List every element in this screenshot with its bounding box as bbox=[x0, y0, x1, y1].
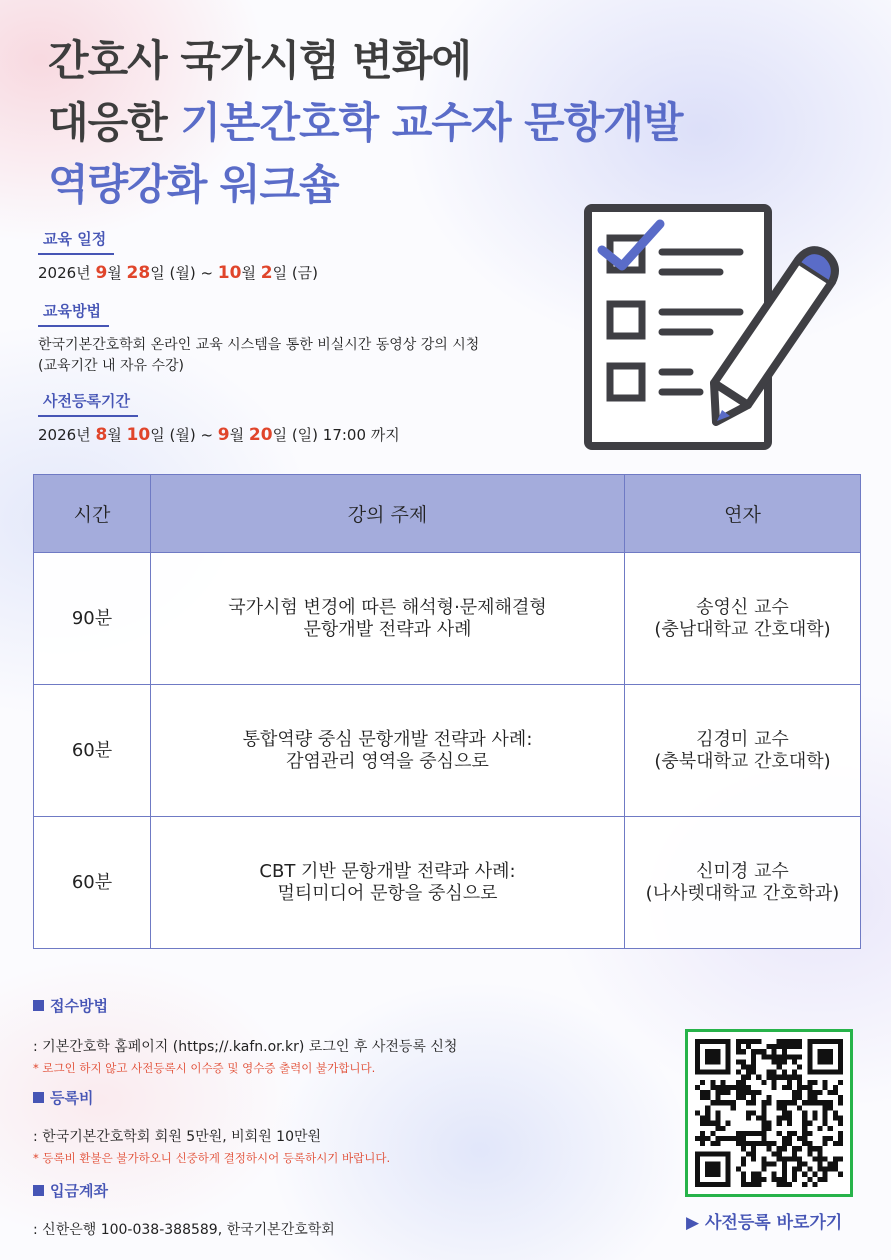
topic-line-1: 국가시험 변경에 따른 해석형·문제해결형 bbox=[228, 596, 547, 618]
schedule-text-4: 일 (금) bbox=[272, 264, 319, 282]
topic-line-1: 통합역량 중심 문항개발 전략과 사례: bbox=[242, 728, 533, 750]
table-header-row bbox=[34, 475, 861, 553]
table-row bbox=[34, 553, 861, 685]
qr-code[interactable] bbox=[685, 1029, 853, 1197]
row-speaker bbox=[625, 553, 861, 685]
schedule-end-day: 2 bbox=[260, 263, 273, 283]
title-line-2-plain: 대응한 bbox=[48, 98, 181, 147]
table-row bbox=[34, 685, 861, 817]
schedule-dates bbox=[38, 263, 318, 284]
schedule-table bbox=[33, 474, 861, 949]
prereg-dates bbox=[38, 425, 400, 446]
schedule-start-day: 28 bbox=[126, 263, 151, 283]
schedule-text-2: 일 (월) ~ bbox=[150, 264, 218, 282]
apply-text: : 기본간호학 홈페이지 (https;//.kafn.or.kr) 로그인 후 사전등록 신청 bbox=[33, 1039, 458, 1055]
account-section bbox=[33, 1180, 335, 1239]
prereg-label: 사전등록기간 bbox=[38, 390, 138, 417]
speaker-affiliation: (충북대학교 간호대학) bbox=[654, 750, 831, 772]
prereg-section bbox=[38, 390, 400, 446]
title-line-2-blue: 기본간호학 교수자 문항개발 bbox=[180, 98, 683, 147]
method-text bbox=[38, 335, 479, 377]
prereg-text-1: 월 bbox=[107, 426, 127, 444]
fee-text: : 한국기본간호학회 회원 5만원, 비회원 10만원 bbox=[33, 1129, 322, 1145]
row-topic bbox=[151, 817, 625, 949]
prereg-end-month: 9 bbox=[217, 425, 230, 445]
speaker-name: 송영신 교수 bbox=[696, 596, 789, 618]
title-line-2 bbox=[48, 92, 682, 154]
topic-line-2: 문항개발 전략과 사례 bbox=[303, 618, 472, 640]
apply-note: * 로그인 하지 않고 사전등록시 이수증 및 영수증 출력이 불가합니다. bbox=[33, 1061, 376, 1075]
prereg-text-4: 일 (일) 17:00 까지 bbox=[272, 426, 400, 444]
fee-note: * 등록비 환불은 불가하오니 신중하게 결정하시어 등록하시기 바랍니다. bbox=[33, 1151, 391, 1165]
row-speaker bbox=[625, 685, 861, 817]
fee-heading bbox=[33, 1087, 390, 1108]
method-line-2: (교육기간 내 자유 수강) bbox=[38, 358, 184, 374]
page-title bbox=[48, 30, 682, 216]
prereg-text-2: 일 (월) ~ bbox=[150, 426, 218, 444]
speaker-name: 김경미 교수 bbox=[696, 728, 789, 750]
prereg-end-day: 20 bbox=[248, 425, 273, 445]
qr-code-icon bbox=[695, 1039, 843, 1187]
prereg-start-month: 8 bbox=[95, 425, 108, 445]
title-line-3: 역량강화 워크숍 bbox=[48, 160, 339, 209]
method-label: 교육방법 bbox=[38, 300, 109, 327]
fee-section bbox=[33, 1087, 390, 1166]
schedule-text-1: 월 bbox=[107, 264, 127, 282]
header-time: 시간 bbox=[34, 475, 151, 553]
square-bullet-icon bbox=[33, 1092, 44, 1103]
schedule-year: 2026년 bbox=[38, 264, 96, 282]
schedule-label: 교육 일정 bbox=[38, 228, 114, 255]
row-topic bbox=[151, 553, 625, 685]
row-time: 90분 bbox=[34, 553, 151, 685]
account-heading bbox=[33, 1180, 335, 1201]
row-topic bbox=[151, 685, 625, 817]
speaker-affiliation: (나사렛대학교 간호학과) bbox=[645, 882, 840, 904]
topic-line-2: 감염관리 영역을 중심으로 bbox=[286, 750, 489, 772]
prereg-text-3: 월 bbox=[229, 426, 249, 444]
row-time: 60분 bbox=[34, 817, 151, 949]
square-bullet-icon bbox=[33, 1185, 44, 1196]
schedule-end-month: 10 bbox=[217, 263, 242, 283]
account-heading-text: 입금계좌 bbox=[50, 1182, 108, 1200]
method-section bbox=[38, 300, 479, 377]
schedule-text-3: 월 bbox=[241, 264, 261, 282]
apply-section bbox=[33, 995, 457, 1076]
speaker-affiliation: (충남대학교 간호대학) bbox=[654, 618, 831, 640]
schedule-section bbox=[38, 228, 318, 284]
table-row bbox=[34, 817, 861, 949]
title-line-1: 간호사 국가시험 변화에 bbox=[48, 36, 471, 85]
apply-heading-text: 접수방법 bbox=[50, 997, 108, 1015]
prereg-year: 2026년 bbox=[38, 426, 96, 444]
method-line-1: 한국기본간호학회 온라인 교육 시스템을 통한 비실시간 동영상 강의 시청 bbox=[38, 337, 480, 353]
row-speaker bbox=[625, 817, 861, 949]
header-topic: 강의 주제 bbox=[151, 475, 625, 553]
schedule-start-month: 9 bbox=[95, 263, 108, 283]
header-speaker: 연자 bbox=[625, 475, 861, 553]
speaker-name: 신미경 교수 bbox=[696, 860, 789, 882]
apply-heading bbox=[33, 995, 457, 1016]
checklist-illustration bbox=[580, 200, 850, 455]
row-time: 60분 bbox=[34, 685, 151, 817]
fee-heading-text: 등록비 bbox=[50, 1089, 94, 1107]
topic-line-1: CBT 기반 문항개발 전략과 사례: bbox=[259, 860, 516, 882]
square-bullet-icon bbox=[33, 1000, 44, 1011]
account-text: : 신한은행 100-038-388589, 한국기본간호학회 bbox=[33, 1222, 335, 1238]
prereg-link[interactable]: ▶ 사전등록 바로가기 bbox=[686, 1213, 843, 1233]
topic-line-2: 멀티미디어 문항을 중심으로 bbox=[277, 882, 498, 904]
prereg-start-day: 10 bbox=[126, 425, 151, 445]
